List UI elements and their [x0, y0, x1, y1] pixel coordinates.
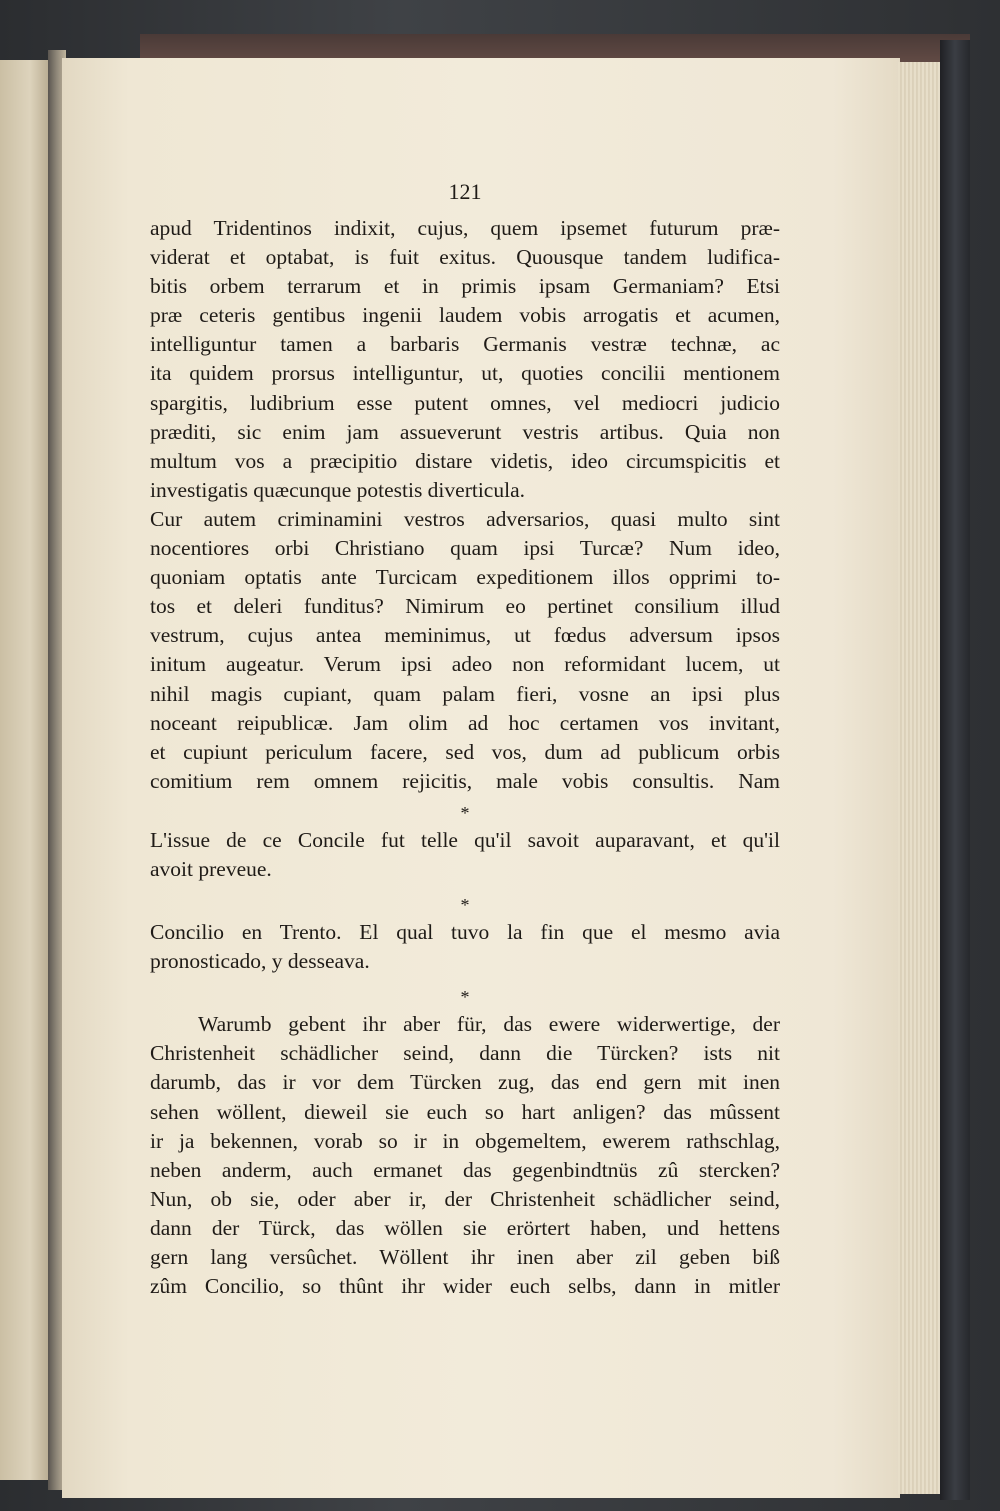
text-line: neben anderm, auch ermanet das gegenbindtnüs zû stercken?: [150, 1157, 780, 1182]
text-line: multum vos a præcipitio distare videtis, ideo circumspicitis et: [150, 448, 780, 473]
text-line: Christenheit schädlicher seind, dann die Türcken? ists nit: [150, 1041, 780, 1066]
text-line: bitis orbem terrarum et in primis ipsam Germaniam? Etsi: [150, 274, 780, 299]
text-line: et cupiunt periculum facere, sed vos, dum ad publicum orbis: [150, 739, 780, 764]
text-line: Concilio en Trento. El qual tuvo la fin que el mesmo avia: [150, 920, 780, 945]
text-line: Cur autem criminamini vestros adversarios, quasi multo sint: [150, 506, 780, 531]
page-number: 121: [448, 179, 482, 204]
text-line: tos et deleri funditus? Nimirum eo pertinet consilium illud: [150, 594, 780, 619]
section-separator: *: [460, 802, 470, 823]
french-passage: [150, 826, 780, 884]
text-line: pronosticado, y desseava.: [150, 949, 370, 974]
section-separator: *: [460, 895, 470, 916]
german-passage: [150, 1010, 780, 1301]
text-line: sehen wöllent, dieweil sie euch so hart anligen? das mûssent: [150, 1099, 780, 1124]
text-line: gern lang versûchet. Wöllent ihr inen aber zil geben biß: [150, 1245, 780, 1269]
text-line: ita quidem prorsus intelliguntur, ut, quoties concilii mentionem: [150, 361, 780, 386]
text-line: noceant reipublicæ. Jam olim ad hoc certamen vos invitant,: [150, 710, 780, 735]
text-line: præ ceteris gentibus ingenii laudem vobis arrogatis et acumen,: [150, 303, 780, 328]
spanish-passage: [150, 918, 780, 976]
text-line: nihil magis cupiant, quam palam fieri, vosne an ipsi plus: [150, 681, 780, 706]
text-line: intelliguntur tamen a barbaris Germanis vestræ technæ, ac: [150, 332, 780, 357]
text-line: initum augeatur. Verum ipsi adeo non reformidant lucem, ut: [150, 652, 780, 677]
left-page-edge: [0, 60, 50, 1480]
text-line: Warumb gebent ihr aber für, das ewere widerwertige, der: [198, 1012, 780, 1037]
text-line: spargitis, ludibrium esse putent omnes, vel mediocri judicio: [150, 390, 780, 415]
text-line: investigatis quæcunque potestis diverticula.: [150, 477, 525, 502]
page-text: [150, 170, 780, 1301]
book-cover-right: [940, 40, 970, 1500]
text-line: ir ja bekennen, vorab so ir in obgemeltem, ewerem rathschlag,: [150, 1128, 780, 1153]
text-line: avoit preveue.: [150, 856, 272, 881]
text-line: Nun, ob sie, oder aber ir, der Christenheit schädlicher seind,: [150, 1186, 780, 1211]
text-line: L'issue de ce Concile fut telle qu'il savoit auparavant, et qu'il: [150, 827, 780, 852]
text-line: comitium rem omnem rejicitis, male vobis consultis. Nam: [150, 768, 780, 793]
text-line: præditi, sic enim jam assueverunt vestris artibus. Quia non: [150, 419, 780, 444]
page-edges: [898, 62, 940, 1494]
text-line: vestrum, cujus antea meminimus, ut fœdus adversum ipsos: [150, 623, 780, 648]
text-line: quoniam optatis ante Turcicam expeditionem illos opprimi to-: [150, 565, 780, 590]
text-line: apud Tridentinos indixit, cujus, quem ipsemet futurum præ-: [150, 216, 780, 240]
text-line: nocentiores orbi Christiano quam ipsi Turcæ? Num ideo,: [150, 536, 780, 561]
text-line: zûm Concilio, so thûnt ihr wider euch selbs, dann in mitler: [150, 1274, 780, 1299]
text-line: dann der Türck, das wöllen sie erörtert haben, und hettens: [150, 1215, 780, 1240]
text-line: darumb, das ir vor dem Türcken zug, das end gern mit inen: [150, 1070, 780, 1095]
section-separator: *: [460, 987, 470, 1008]
text-line: viderat et optabat, is fuit exitus. Quousque tandem ludifica-: [150, 245, 780, 270]
latin-passage: [150, 214, 780, 796]
